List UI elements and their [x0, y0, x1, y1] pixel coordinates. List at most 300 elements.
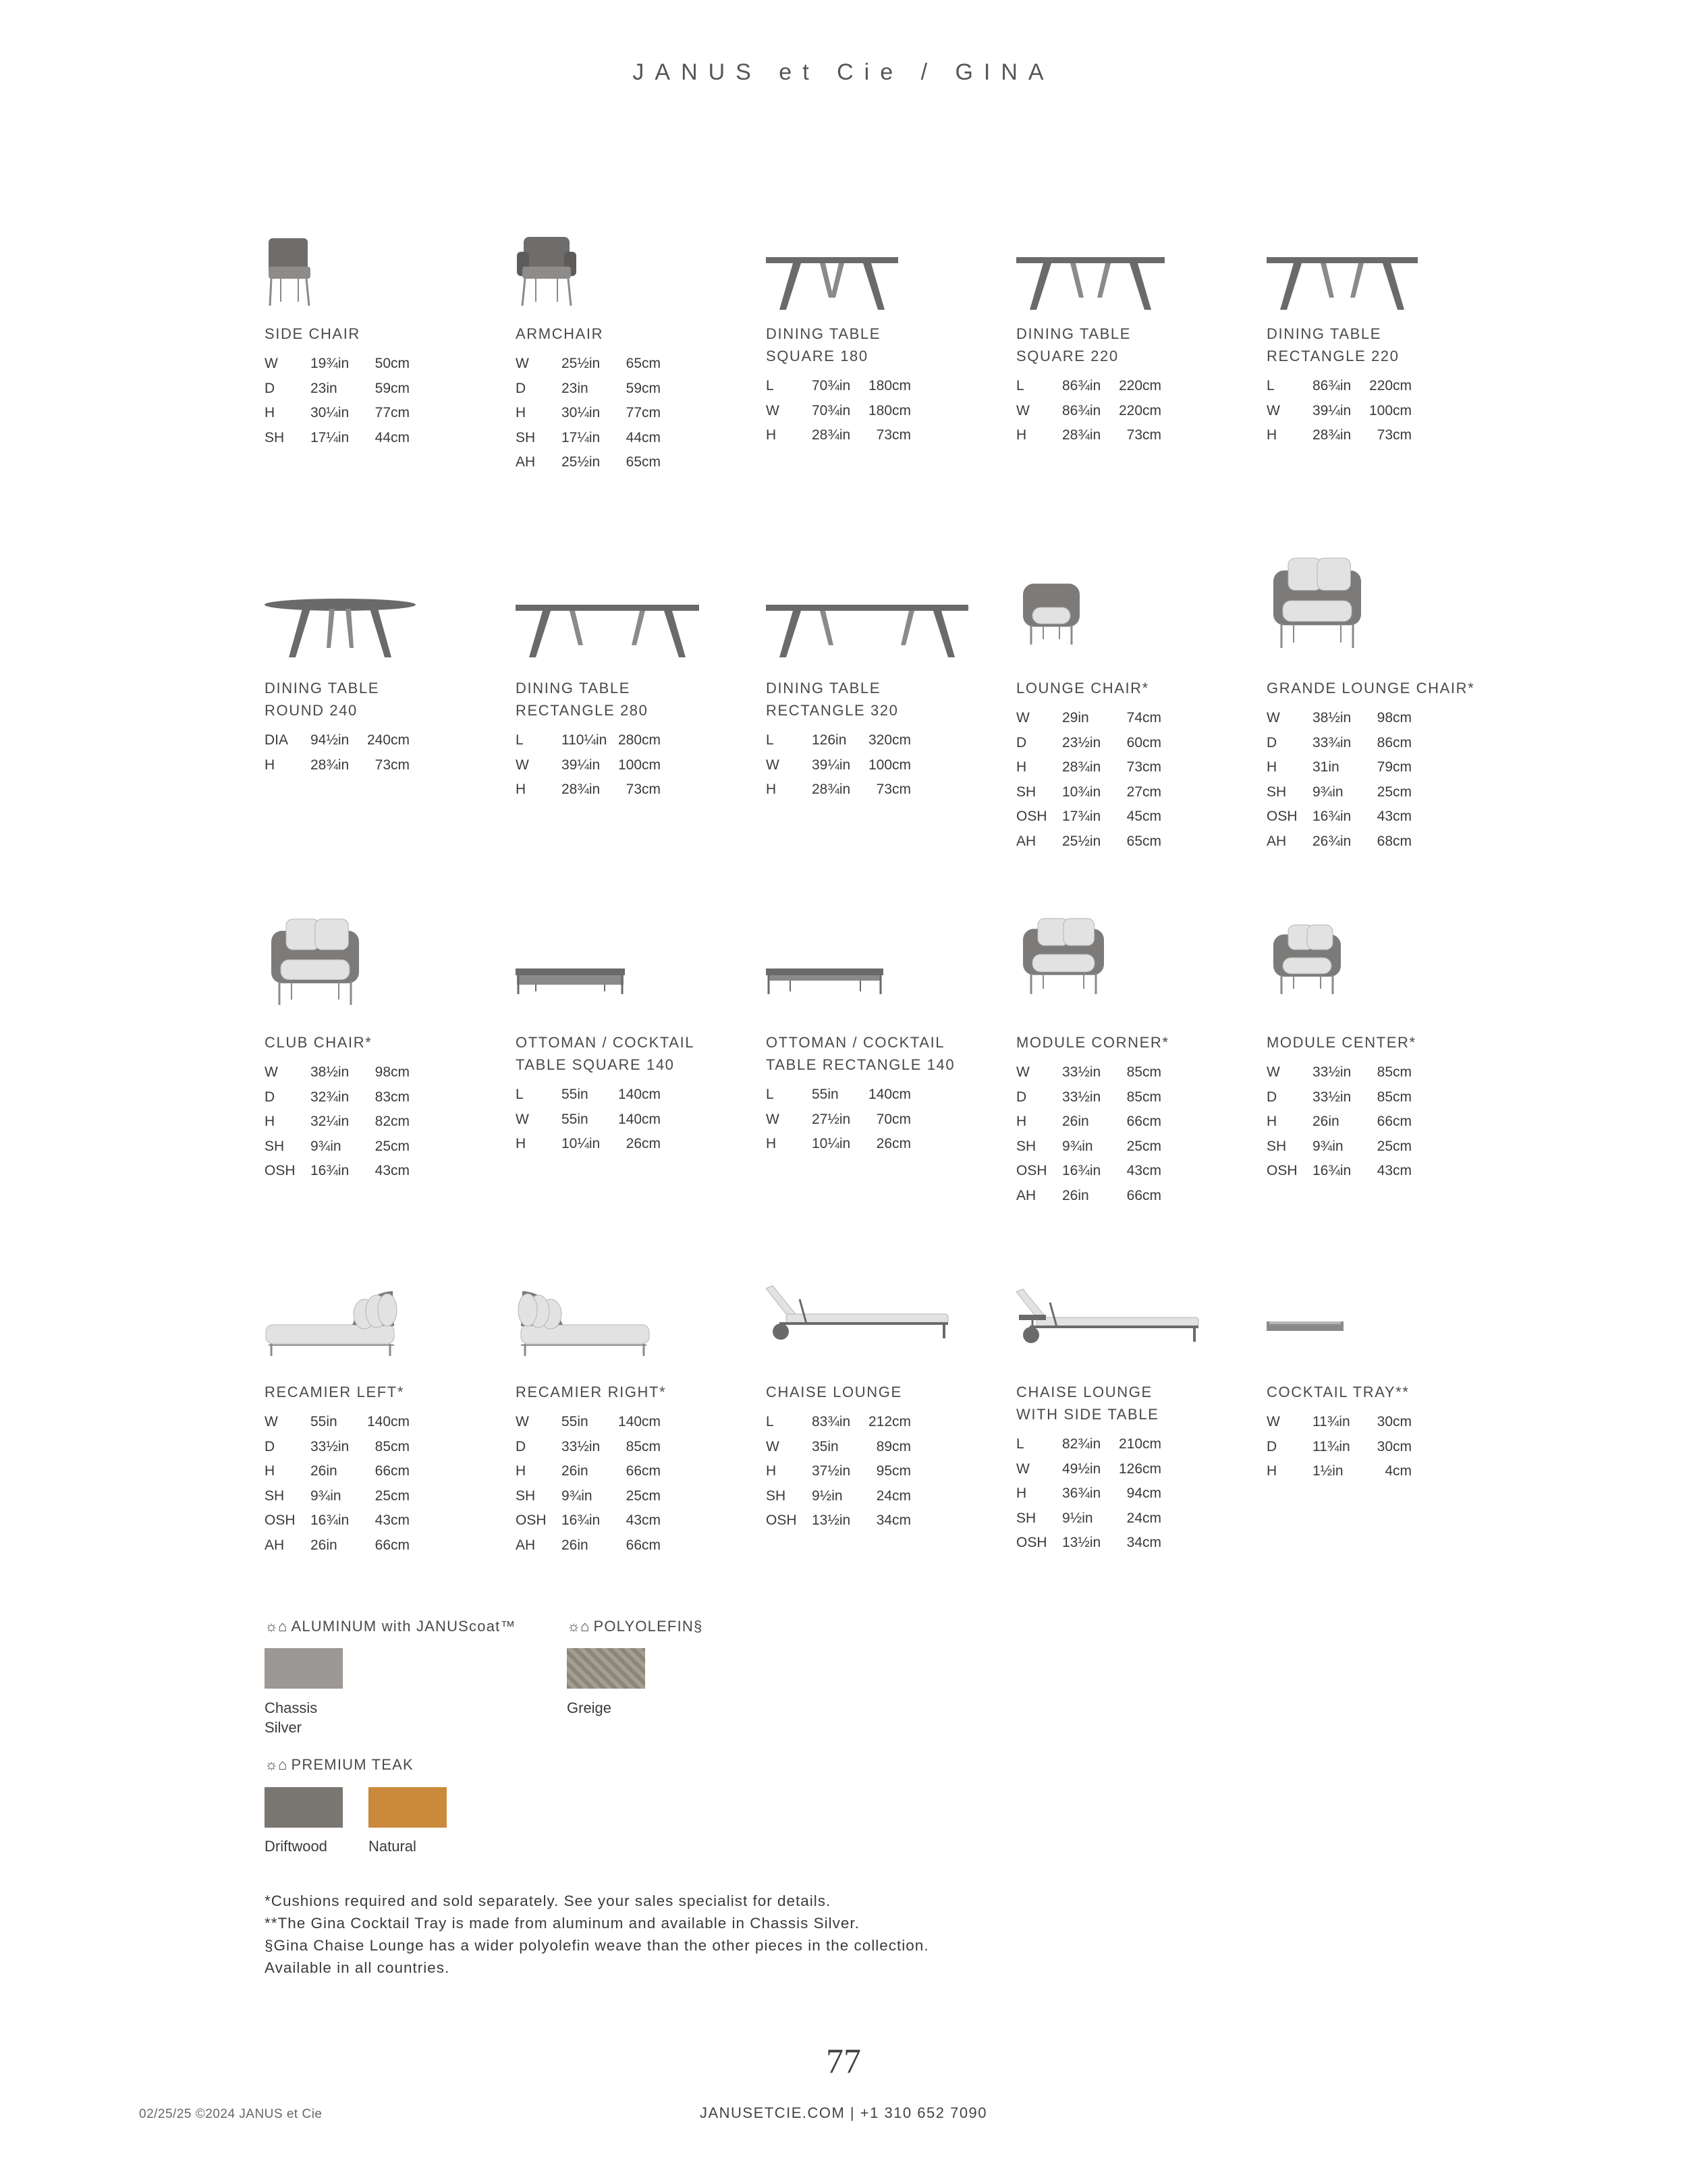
dimension-table — [1267, 706, 1510, 854]
product-name-line: COCKTAIL TRAY** — [1267, 1384, 1410, 1400]
dimension-table — [516, 352, 758, 475]
dimension-row — [265, 1159, 507, 1184]
product-name-line: CHAISE LOUNGE — [766, 1384, 902, 1400]
dimension-label: H — [516, 1463, 526, 1479]
dimension-cm: 73cm — [876, 782, 911, 797]
sun-home-icon: ☼⌂ — [265, 1618, 287, 1635]
dimension-inches: 17¾in — [1062, 809, 1101, 824]
club-chair-image — [265, 914, 507, 1016]
swatch-greige[interactable] — [567, 1648, 645, 1689]
dimension-row — [265, 1085, 507, 1110]
dimension-label: OSH — [766, 1512, 797, 1528]
sun-home-icon: ☼⌂ — [567, 1618, 590, 1635]
dimension-cm: 89cm — [876, 1438, 911, 1454]
dimension-inches: 9¾in — [1312, 784, 1344, 800]
dimension-cm: 44cm — [375, 429, 410, 445]
dimension-row — [265, 728, 507, 753]
dimension-row — [1016, 1481, 1259, 1506]
dimension-label: L — [766, 378, 774, 393]
dimension-inches: 16¾in — [310, 1512, 350, 1528]
dimension-label: L — [1267, 378, 1275, 393]
dimension-table — [1267, 1060, 1510, 1184]
dimension-inches: 13½in — [812, 1512, 851, 1528]
dimension-row — [516, 1108, 758, 1132]
dimension-row — [516, 377, 758, 402]
dimension-row — [265, 1410, 507, 1435]
product-name — [516, 677, 648, 721]
dimension-label: OSH — [265, 1163, 296, 1178]
dimension-cm: 65cm — [626, 454, 661, 470]
dimension-inches: 28¾in — [561, 782, 601, 797]
footer-date-copyright: 02/25/25 ©2024 JANUS et Cie — [139, 2107, 323, 2121]
dimension-cm: 85cm — [1126, 1089, 1161, 1105]
dimension-label: L — [766, 1087, 774, 1102]
dimension-cm: 280cm — [617, 732, 661, 748]
product-name-line: DINING TABLE — [265, 680, 379, 697]
dimension-cm: 85cm — [1377, 1064, 1412, 1080]
dimension-inches: 37½in — [812, 1463, 851, 1479]
dimension-inches: 26¾in — [1312, 833, 1352, 849]
dimension-label: D — [1267, 1089, 1277, 1105]
table-round-240-image — [265, 587, 507, 688]
product-name — [265, 1031, 372, 1054]
dimension-cm: 43cm — [375, 1512, 410, 1528]
dimension-cm: 34cm — [1126, 1535, 1161, 1550]
dimension-row — [265, 1060, 507, 1085]
dimension-label: W — [766, 402, 779, 418]
dimension-cm: 100cm — [1368, 402, 1412, 418]
ottoman-rect-image — [766, 914, 1009, 1016]
dimension-cm: 85cm — [1377, 1089, 1412, 1105]
dimension-cm: 94cm — [1126, 1485, 1161, 1501]
dimension-label: H — [265, 1463, 275, 1479]
dimension-cm: 4cm — [1385, 1463, 1412, 1479]
dimension-row — [516, 777, 758, 802]
footnote: §Gina Chaise Lounge has a wider polyolefin weave than the other pieces in the collection. — [265, 1937, 929, 1954]
dimension-label: L — [516, 732, 524, 748]
footer-contact[interactable]: JANUSETCIE.COM | +1 310 652 7090 — [699, 2104, 988, 2121]
dimension-cm: 140cm — [366, 1414, 410, 1429]
recamier-left-image — [265, 1286, 507, 1387]
dimension-cm: 24cm — [876, 1487, 911, 1504]
dimension-inches: 27½in — [812, 1111, 851, 1127]
cocktail-tray-image — [1267, 1269, 1510, 1370]
product-name-line: TABLE RECTANGLE 140 — [766, 1056, 956, 1073]
dimension-cm: 73cm — [1377, 427, 1412, 443]
dimension-row — [1016, 374, 1259, 399]
dimension-inches: 31in — [1312, 759, 1339, 775]
dimension-row — [766, 1508, 1009, 1533]
dimension-cm: 83cm — [375, 1089, 410, 1105]
dimension-label: AH — [516, 454, 536, 470]
dimension-row — [1016, 1184, 1259, 1209]
dimension-inches: 83¾in — [812, 1414, 851, 1429]
dimension-row — [1016, 780, 1259, 805]
dimension-label: H — [766, 427, 777, 443]
dimension-inches: 9¾in — [310, 1138, 341, 1154]
dimension-table — [516, 1083, 758, 1157]
dimension-row — [265, 1435, 507, 1460]
dimension-label: D — [1267, 1438, 1277, 1454]
product-name-line: RECAMIER RIGHT* — [516, 1384, 667, 1400]
dimension-label: SH — [1016, 1510, 1036, 1526]
dimension-inches: 28¾in — [1062, 427, 1101, 443]
dimension-row — [766, 1459, 1009, 1484]
dimension-cm: 73cm — [876, 427, 911, 443]
dimension-row — [1267, 755, 1510, 780]
product-name-line: RECTANGLE 280 — [516, 702, 648, 719]
dimension-row — [265, 352, 507, 377]
swatch-label-driftwood: Driftwood — [265, 1838, 327, 1855]
swatch-label-greige: Greige — [567, 1699, 612, 1716]
side-chair-image — [265, 233, 507, 334]
dimension-row — [1016, 1085, 1259, 1110]
swatch-chassis-silver[interactable] — [265, 1648, 343, 1689]
dimension-label: D — [265, 1089, 275, 1105]
product-name-line: CHAISE LOUNGE — [1016, 1384, 1153, 1400]
dimension-cm: 43cm — [375, 1163, 410, 1178]
dimension-row — [516, 1459, 758, 1484]
dimension-label: W — [265, 356, 278, 371]
dimension-row — [1267, 1435, 1510, 1460]
dimension-inches: 25½in — [561, 356, 601, 371]
dimension-label: H — [1016, 759, 1027, 775]
dimension-row — [516, 426, 758, 451]
dimension-row — [265, 426, 507, 451]
dimension-inches: 49½in — [1062, 1460, 1101, 1477]
dimension-row — [516, 352, 758, 377]
table-rect-320-image — [766, 587, 1009, 688]
product-name-line: TABLE SQUARE 140 — [516, 1056, 675, 1073]
dimension-label: OSH — [1016, 1535, 1047, 1550]
dimension-cm: 73cm — [626, 782, 661, 797]
dimension-label: OSH — [516, 1512, 547, 1528]
dimension-label: H — [516, 405, 526, 420]
dimension-row — [1016, 804, 1259, 829]
dimension-inches: 70¾in — [812, 378, 851, 393]
dimension-inches: 16¾in — [1062, 1163, 1101, 1178]
dimension-label: W — [1267, 710, 1280, 726]
dimension-cm: 26cm — [876, 1136, 911, 1151]
dimension-row — [766, 1484, 1009, 1509]
dimension-row — [1016, 1506, 1259, 1531]
dimension-row — [1267, 1159, 1510, 1184]
product-name — [516, 1031, 694, 1076]
dimension-label: H — [1016, 1114, 1027, 1129]
dimension-cm: 86cm — [1377, 734, 1412, 750]
product-name-line: ROUND 240 — [265, 702, 358, 719]
swatch-driftwood[interactable] — [265, 1787, 343, 1828]
dimension-cm: 25cm — [626, 1487, 661, 1504]
dimension-inches: 32¼in — [310, 1114, 350, 1129]
dimension-row — [1267, 1060, 1510, 1085]
dimension-row — [516, 1533, 758, 1558]
product-name — [265, 1381, 404, 1403]
sun-home-icon: ☼⌂ — [265, 1756, 287, 1773]
dimension-cm: 180cm — [868, 402, 911, 418]
dimension-row — [1267, 374, 1510, 399]
product-name-line: DINING TABLE — [1016, 325, 1131, 342]
dimension-cm: 25cm — [1126, 1138, 1161, 1154]
dimension-row — [1016, 1159, 1259, 1184]
dimension-label: AH — [1016, 1187, 1036, 1203]
dimension-row — [1016, 755, 1259, 780]
product-name-line: GRANDE LOUNGE CHAIR* — [1267, 680, 1475, 697]
dimension-inches: 30¼in — [561, 405, 601, 420]
table-rect-280-image — [516, 587, 758, 688]
dimension-cm: 66cm — [375, 1537, 410, 1553]
dimension-inches: 33¾in — [1312, 734, 1352, 750]
material-title-teak: ☼⌂ PREMIUM TEAK — [265, 1756, 414, 1773]
product-name-line: SQUARE 180 — [766, 348, 868, 364]
dimension-cm: 66cm — [1126, 1114, 1161, 1129]
dimension-inches: 86¾in — [1062, 402, 1101, 418]
dimension-inches: 55in — [310, 1414, 337, 1429]
product-name — [265, 677, 379, 721]
dimension-table — [766, 374, 1009, 448]
chaise-lounge-image — [766, 1279, 1009, 1380]
dimension-cm: 95cm — [876, 1463, 911, 1479]
dimension-cm: 43cm — [1126, 1163, 1161, 1178]
dimension-table — [516, 728, 758, 802]
dimension-row — [1267, 423, 1510, 448]
dimension-label: L — [766, 732, 774, 748]
dimension-table — [1016, 706, 1259, 854]
dimension-label: SH — [265, 1487, 285, 1504]
dimension-row — [516, 1083, 758, 1108]
dimension-inches: 86¾in — [1062, 378, 1101, 393]
dimension-label: H — [265, 757, 275, 773]
dimension-label: W — [1267, 1064, 1280, 1080]
dimension-label: D — [516, 380, 526, 396]
dimension-table — [265, 728, 507, 777]
dimension-label: H — [1267, 1114, 1277, 1129]
dimension-cm: 59cm — [626, 380, 661, 396]
dimension-row — [1267, 1410, 1510, 1435]
dimension-inches: 16¾in — [561, 1512, 601, 1528]
dimension-label: SH — [516, 1487, 536, 1504]
dimension-cm: 73cm — [375, 757, 410, 773]
dimension-row — [766, 728, 1009, 753]
dimension-inches: 16¾in — [1312, 809, 1352, 824]
dimension-row — [1267, 706, 1510, 731]
dimension-row — [516, 401, 758, 426]
footnote: *Cushions required and sold separately. See your sales specialist for details. — [265, 1892, 831, 1909]
dimension-row — [766, 1083, 1009, 1108]
product-name — [1267, 1031, 1416, 1054]
dimension-cm: 126cm — [1118, 1460, 1161, 1477]
dimension-row — [1016, 1531, 1259, 1556]
dimension-row — [1267, 1459, 1510, 1484]
swatch-natural[interactable] — [368, 1787, 447, 1828]
dimension-label: H — [766, 782, 777, 797]
dimension-table — [516, 1410, 758, 1558]
dimension-label: W — [1267, 402, 1280, 418]
dimension-cm: 240cm — [366, 732, 410, 748]
dimension-label: H — [265, 1114, 275, 1129]
dimension-cm: 50cm — [375, 356, 410, 371]
dimension-cm: 30cm — [1377, 1414, 1412, 1429]
dimension-label: OSH — [1267, 809, 1298, 824]
product-name — [516, 1381, 666, 1403]
dimension-cm: 220cm — [1118, 402, 1161, 418]
dimension-label: W — [766, 1111, 779, 1127]
dimension-cm: 85cm — [626, 1438, 661, 1454]
product-name-line: DINING TABLE — [766, 325, 881, 342]
dimension-table — [265, 352, 507, 450]
dimension-inches: 9¾in — [310, 1487, 341, 1504]
dimension-row — [1016, 706, 1259, 731]
product-name-line: DINING TABLE — [1267, 325, 1381, 342]
dimension-inches: 35in — [812, 1438, 839, 1454]
dimension-label: H — [1016, 427, 1027, 443]
dimension-row — [1267, 780, 1510, 805]
dimension-inches: 13½in — [1062, 1535, 1101, 1550]
dimension-label: W — [1016, 1064, 1030, 1080]
dimension-inches: 9½in — [1062, 1510, 1093, 1526]
product-name-line: MODULE CORNER* — [1016, 1034, 1169, 1051]
product-name — [1016, 1031, 1169, 1054]
dimension-row — [766, 777, 1009, 802]
dimension-row — [766, 399, 1009, 424]
dimension-cm: 45cm — [1126, 809, 1161, 824]
dimension-label: D — [1267, 734, 1277, 750]
dimension-cm: 140cm — [617, 1087, 661, 1102]
dimension-inches: 9¾in — [1312, 1138, 1344, 1154]
armchair-image — [516, 233, 758, 334]
dimension-inches: 33½in — [1312, 1064, 1352, 1080]
dimension-inches: 28¾in — [1062, 759, 1101, 775]
dimension-label: D — [516, 1438, 526, 1454]
dimension-cm: 43cm — [626, 1512, 661, 1528]
product-name-line: OTTOMAN / COCKTAIL — [766, 1034, 945, 1051]
dimension-cm: 180cm — [868, 378, 911, 393]
dimension-label: AH — [265, 1537, 285, 1553]
dimension-cm: 66cm — [1126, 1187, 1161, 1203]
dimension-cm: 73cm — [1126, 759, 1161, 775]
dimension-cm: 320cm — [868, 732, 911, 748]
dimension-cm: 24cm — [1126, 1510, 1161, 1526]
dimension-label: H — [1267, 759, 1277, 775]
dimension-inches: 36¾in — [1062, 1485, 1101, 1501]
dimension-label: W — [1016, 402, 1030, 418]
product-name — [1267, 1381, 1409, 1403]
dimension-row — [265, 1533, 507, 1558]
dimension-inches: 126in — [812, 732, 847, 748]
dimension-label: W — [766, 757, 779, 773]
dimension-inches: 28¾in — [812, 782, 851, 797]
dimension-inches: 55in — [812, 1087, 839, 1102]
dimension-cm: 65cm — [626, 356, 661, 371]
dimension-label: SH — [1267, 784, 1287, 800]
dimension-inches: 26in — [1062, 1187, 1089, 1203]
dimension-table — [265, 1060, 507, 1184]
dimension-cm: 60cm — [1126, 734, 1161, 750]
dimension-row — [766, 1132, 1009, 1157]
dimension-inches: 26in — [1062, 1114, 1089, 1129]
dimension-inches: 55in — [561, 1414, 588, 1429]
dimension-inches: 38½in — [310, 1064, 350, 1080]
dimension-row — [1267, 804, 1510, 829]
dimension-inches: 39¼in — [561, 757, 601, 773]
dimension-inches: 19¾in — [310, 356, 350, 371]
dimension-cm: 68cm — [1377, 833, 1412, 849]
dimension-inches: 17¼in — [561, 429, 601, 445]
dimension-row — [1016, 1432, 1259, 1457]
dimension-cm: 220cm — [1368, 378, 1412, 393]
dimension-inches: 33½in — [1062, 1064, 1101, 1080]
dimension-label: H — [265, 405, 275, 420]
dimension-inches: 25½in — [1062, 833, 1101, 849]
dimension-row — [516, 1508, 758, 1533]
dimension-label: OSH — [1016, 1163, 1047, 1178]
dimension-inches: 33½in — [1062, 1089, 1101, 1105]
dimension-label: W — [516, 1414, 529, 1429]
dimension-cm: 212cm — [868, 1414, 911, 1429]
dimension-inches: 110¼in — [561, 732, 607, 748]
dimension-cm: 26cm — [626, 1136, 661, 1151]
swatch-label-chassis-silver: Chassis Silver — [265, 1699, 318, 1736]
dimension-row — [516, 1484, 758, 1509]
dimension-cm: 25cm — [375, 1138, 410, 1154]
dimension-label: OSH — [1267, 1163, 1298, 1178]
dimension-table — [1016, 374, 1259, 448]
dimension-inches: 28¾in — [310, 757, 350, 773]
dimension-cm: 65cm — [1126, 833, 1161, 849]
dimension-cm: 25cm — [1377, 1138, 1412, 1154]
ottoman-square-image — [516, 914, 758, 1016]
dimension-label: W — [516, 1111, 529, 1127]
dimension-inches: 28¾in — [812, 427, 851, 443]
product-name-line: RECTANGLE 320 — [766, 702, 899, 719]
dimension-inches: 11¾in — [1312, 1414, 1350, 1429]
page-number: 77 — [826, 2042, 861, 2081]
dimension-label: W — [516, 356, 529, 371]
dimension-cm: 70cm — [876, 1111, 911, 1127]
dimension-inches: 23in — [561, 380, 588, 396]
dimension-inches: 23in — [310, 380, 337, 396]
dimension-cm: 66cm — [626, 1537, 661, 1553]
product-name-line: OTTOMAN / COCKTAIL — [516, 1034, 695, 1051]
dimension-inches: 70¾in — [812, 402, 851, 418]
dimension-label: W — [1016, 710, 1030, 726]
dimension-cm: 66cm — [375, 1463, 410, 1479]
dimension-inches: 94½in — [310, 732, 350, 748]
dimension-inches: 29in — [1062, 710, 1089, 726]
dimension-row — [1267, 1135, 1510, 1159]
material-title-polyolefin: ☼⌂ POLYOLEFIN§ — [567, 1618, 703, 1635]
dimension-label: H — [516, 1136, 526, 1151]
dimension-table — [1016, 1432, 1259, 1556]
dimension-inches: 26in — [1312, 1114, 1339, 1129]
dimension-cm: 44cm — [626, 429, 661, 445]
dimension-label: OSH — [1016, 809, 1047, 824]
dimension-inches: 16¾in — [1312, 1163, 1352, 1178]
dimension-inches: 30¼in — [310, 405, 350, 420]
dimension-cm: 140cm — [617, 1111, 661, 1127]
dimension-cm: 73cm — [1126, 427, 1161, 443]
dimension-row — [265, 1484, 507, 1509]
swatch-label-natural: Natural — [368, 1838, 416, 1855]
dimension-row — [516, 728, 758, 753]
dimension-inches: 39¼in — [1312, 402, 1352, 418]
dimension-row — [1016, 1457, 1259, 1482]
dimension-inches: 38½in — [1312, 710, 1352, 726]
dimension-inches: 10¼in — [561, 1136, 601, 1151]
product-name — [516, 323, 603, 345]
dimension-label: H — [766, 1463, 777, 1479]
dimension-inches: 9½in — [812, 1487, 843, 1504]
